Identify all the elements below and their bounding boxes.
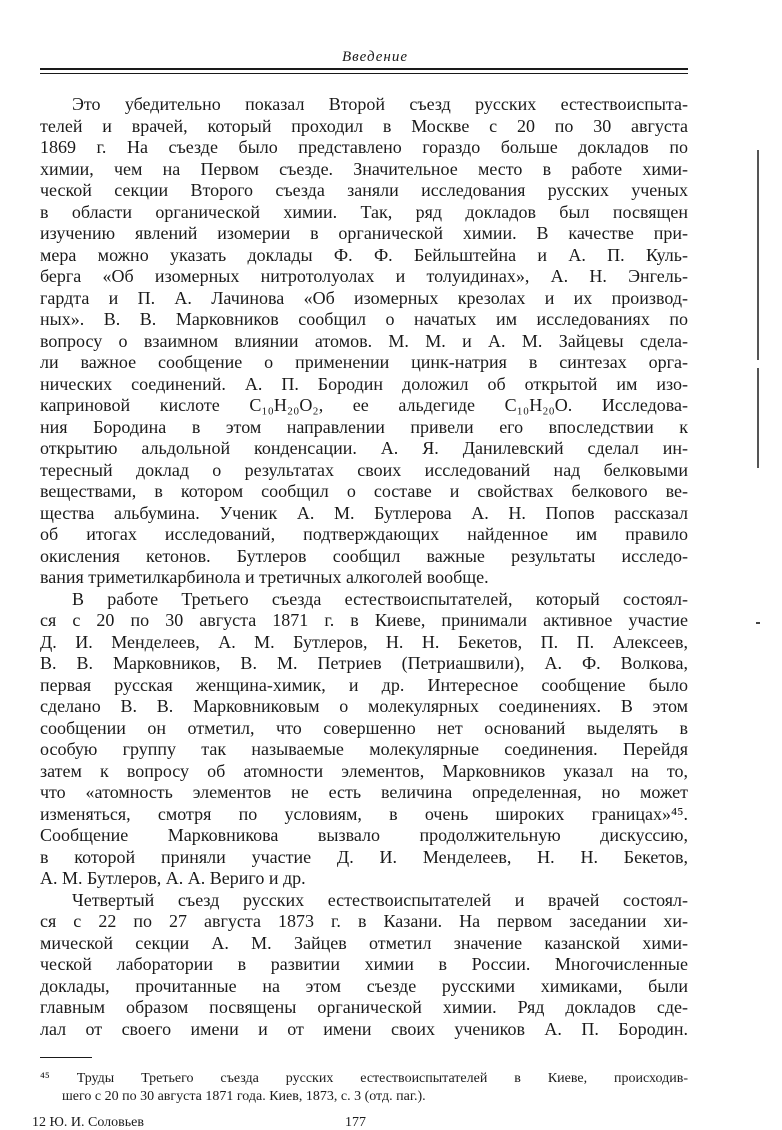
margin-scan-mark	[757, 368, 759, 468]
text-line: щества альбумина. Ученик А. М. Бутлерова А. Н. Попов рассказал	[40, 502, 688, 523]
text-line: окисления кетонов. Бутлеров сообщил важные результаты исследо-	[40, 545, 688, 566]
text-line: мера можно указать доклады Ф. Ф. Бейльштейна и А. П. Куль-	[40, 244, 688, 265]
text-line: что «атомность элементов не есть величина определенная, но может	[40, 782, 688, 802]
header-rule-thin	[40, 73, 688, 74]
text-line: Д. И. Менделеев, А. М. Бутлеров, Н. Н. Бекетов, П. П. Алексеев,	[40, 631, 688, 652]
text-line: ся с 20 по 30 августа 1871 г. в Киеве, принимали активное участие	[40, 610, 688, 630]
text-line: ния Бородина в этом направлении привели его впоследствии к	[40, 416, 688, 437]
text-line: А. М. Бутлеров, А. А. Вериго и др.	[40, 868, 306, 888]
text-line: ческой секции Второго съезда заняли исследования русских ученых	[40, 180, 688, 200]
text-line: химии, чем на Первом съезде. Значительное место в работе хими-	[40, 158, 688, 179]
footnote-marker: ⁴⁵	[40, 1071, 50, 1086]
text-line: телей и врачей, который проходил в Москве с 20 по 30 августа	[40, 115, 688, 136]
text-line: нических соединений. А. П. Бородин доложил об открытой им изо-	[40, 373, 688, 394]
text-line: лал от своего имени и от имени своих учеников А. П. Бородин.	[40, 1018, 688, 1039]
header-rule-thick	[40, 68, 688, 70]
footnote-text: Труды Третьего съезда русских естествоиспытателей в Киеве, происходив-	[76, 1071, 688, 1086]
printer-signature: 12 Ю. И. Соловьев	[32, 1116, 144, 1130]
margin-dot	[756, 622, 760, 624]
text-line: ся с 22 по 27 августа 1873 г. в Казани. На первом заседании хи-	[40, 911, 688, 931]
text-line: Это убедительно показал Второй съезд русских естествоиспыта-	[72, 94, 688, 114]
text-line: в которой приняли участие Д. И. Менделеев, Н. Н. Бекетов,	[40, 846, 688, 867]
text-line: вания триметилкарбинола и третичных алкоголей вообще.	[40, 567, 489, 587]
text-line: гардта и П. А. Лачинова «Об изомерных крезолах и их производ-	[40, 287, 688, 308]
footnote-line	[40, 1070, 688, 1088]
text-line: в области органической химии. Так, ряд докладов был посвящен	[40, 201, 688, 222]
text-line: доклады, прочитанные на этом съезде русскими химиками, были	[40, 975, 688, 996]
text-line: главным образом посвящены органической химии. Ряд докладов сде-	[40, 997, 688, 1017]
text-line: 1869 г. На съезде было представлено гораздо больше докладов по	[40, 137, 688, 157]
text-line: Сообщение Марковникова вызвало продолжительную дискуссию,	[40, 825, 688, 845]
text-line: В. В. Марковников, В. М. Петриев (Петриашвили), А. Ф. Волкова,	[40, 653, 688, 673]
page-number: 177	[345, 1116, 366, 1130]
footnote-rule	[40, 1057, 92, 1058]
text-line: каприновой кислоте C₁₀H₂₀O₂, ее альдегиде C₁₀H₂₀O. Исследова-	[40, 395, 688, 415]
text-line: веществами, в котором сообщил о составе и свойствах белкового ве-	[40, 481, 688, 501]
text-line: ческой лаборатории в развитии химии в России. Многочисленные	[40, 954, 688, 974]
running-title: Введение	[342, 49, 408, 65]
text-line: первая русская женщина-химик, и др. Интересное сообщение было	[40, 674, 688, 695]
footnote-line: шего с 20 по 30 августа 1871 года. Киев, 1873, с. 3 (отд. паг.).	[62, 1089, 426, 1104]
text-line: открытию альдольной конденсации. А. Я. Данилевский сделал ин-	[40, 438, 688, 458]
text-line: изучению явлений изомерии в органической химии. В качестве при-	[40, 223, 688, 243]
footnote	[40, 1070, 688, 1106]
margin-scan-mark	[757, 150, 759, 360]
text-line: особую группу так называемые молекулярные соединения. Перейдя	[40, 739, 688, 759]
text-line: сделано В. В. Марковниковым о молекулярных соединениях. В этом	[40, 696, 688, 716]
text-line: вопросу о взаимном влиянии атомов. М. М. и А. М. Зайцевы сдела-	[40, 330, 688, 351]
main-text	[40, 94, 688, 1040]
text-line: В работе Третьего съезда естествоиспытателей, который состоял-	[72, 588, 688, 609]
text-line: мической секции А. М. Зайцев отметил значение казанской хими-	[40, 932, 688, 953]
text-line: берга «Об изомерных нитротолуолах и толуидинах», А. Н. Энгель-	[40, 266, 688, 286]
text-line: ли важное сообщение о применении цинк-натрия в синтезах орга-	[40, 352, 688, 372]
text-line: тересный доклад о результатах своих исследований над белковыми	[40, 459, 688, 480]
text-line: изменяться, смотря по условиям, в очень широких границах»⁴⁵.	[40, 803, 688, 824]
text-line: ных». В. В. Марковников сообщил о начатых им исследованиях по	[40, 309, 688, 329]
text-line: Четвертый съезд русских естествоиспытателей и врачей состоял-	[72, 889, 688, 910]
text-line: затем к вопросу об атомности элементов, Марковников указал на то,	[40, 760, 688, 781]
text-line: об итогах исследований, подтверждающих найденное им правило	[40, 524, 688, 544]
text-line: сообщении он отметил, что совершенно нет оснований выделять в	[40, 717, 688, 738]
